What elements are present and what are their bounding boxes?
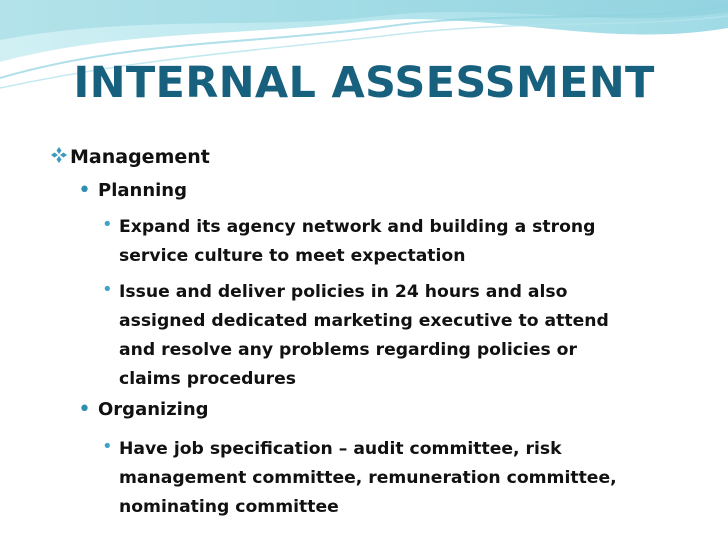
bullet-organizing: Organizing [98, 399, 209, 420]
bullet-text-line: Have job specification – audit committee, risk [119, 439, 562, 459]
bullet-text-line: management committee, remuneration committee, [119, 468, 617, 488]
bullet-text-line: and resolve any problems regarding policies or [119, 340, 577, 360]
bullet-dot-organizing: • [78, 397, 91, 422]
bullet-text-line: assigned dedicated marketing executive to attend [119, 311, 609, 331]
bullet-dot-planning: • [78, 178, 91, 203]
bullet-text-line: Issue and deliver policies in 24 hours and also [119, 282, 568, 302]
bullet-planning: Planning [98, 180, 188, 201]
bullet-dot: • [102, 279, 113, 300]
bullet-dot: • [102, 436, 113, 457]
diamond-cluster-icon [50, 146, 68, 164]
bullet-management: Management [70, 146, 210, 168]
slide-title: INTERNAL ASSESSMENT [73, 58, 655, 108]
bullet-text-line: Expand its agency network and building a strong [119, 217, 596, 237]
bullet-text-line: service culture to meet expectation [119, 246, 466, 266]
bullet-text-line: nominating committee [119, 497, 339, 517]
bullet-dot: • [102, 214, 113, 235]
bullet-text-line: claims procedures [119, 369, 297, 389]
